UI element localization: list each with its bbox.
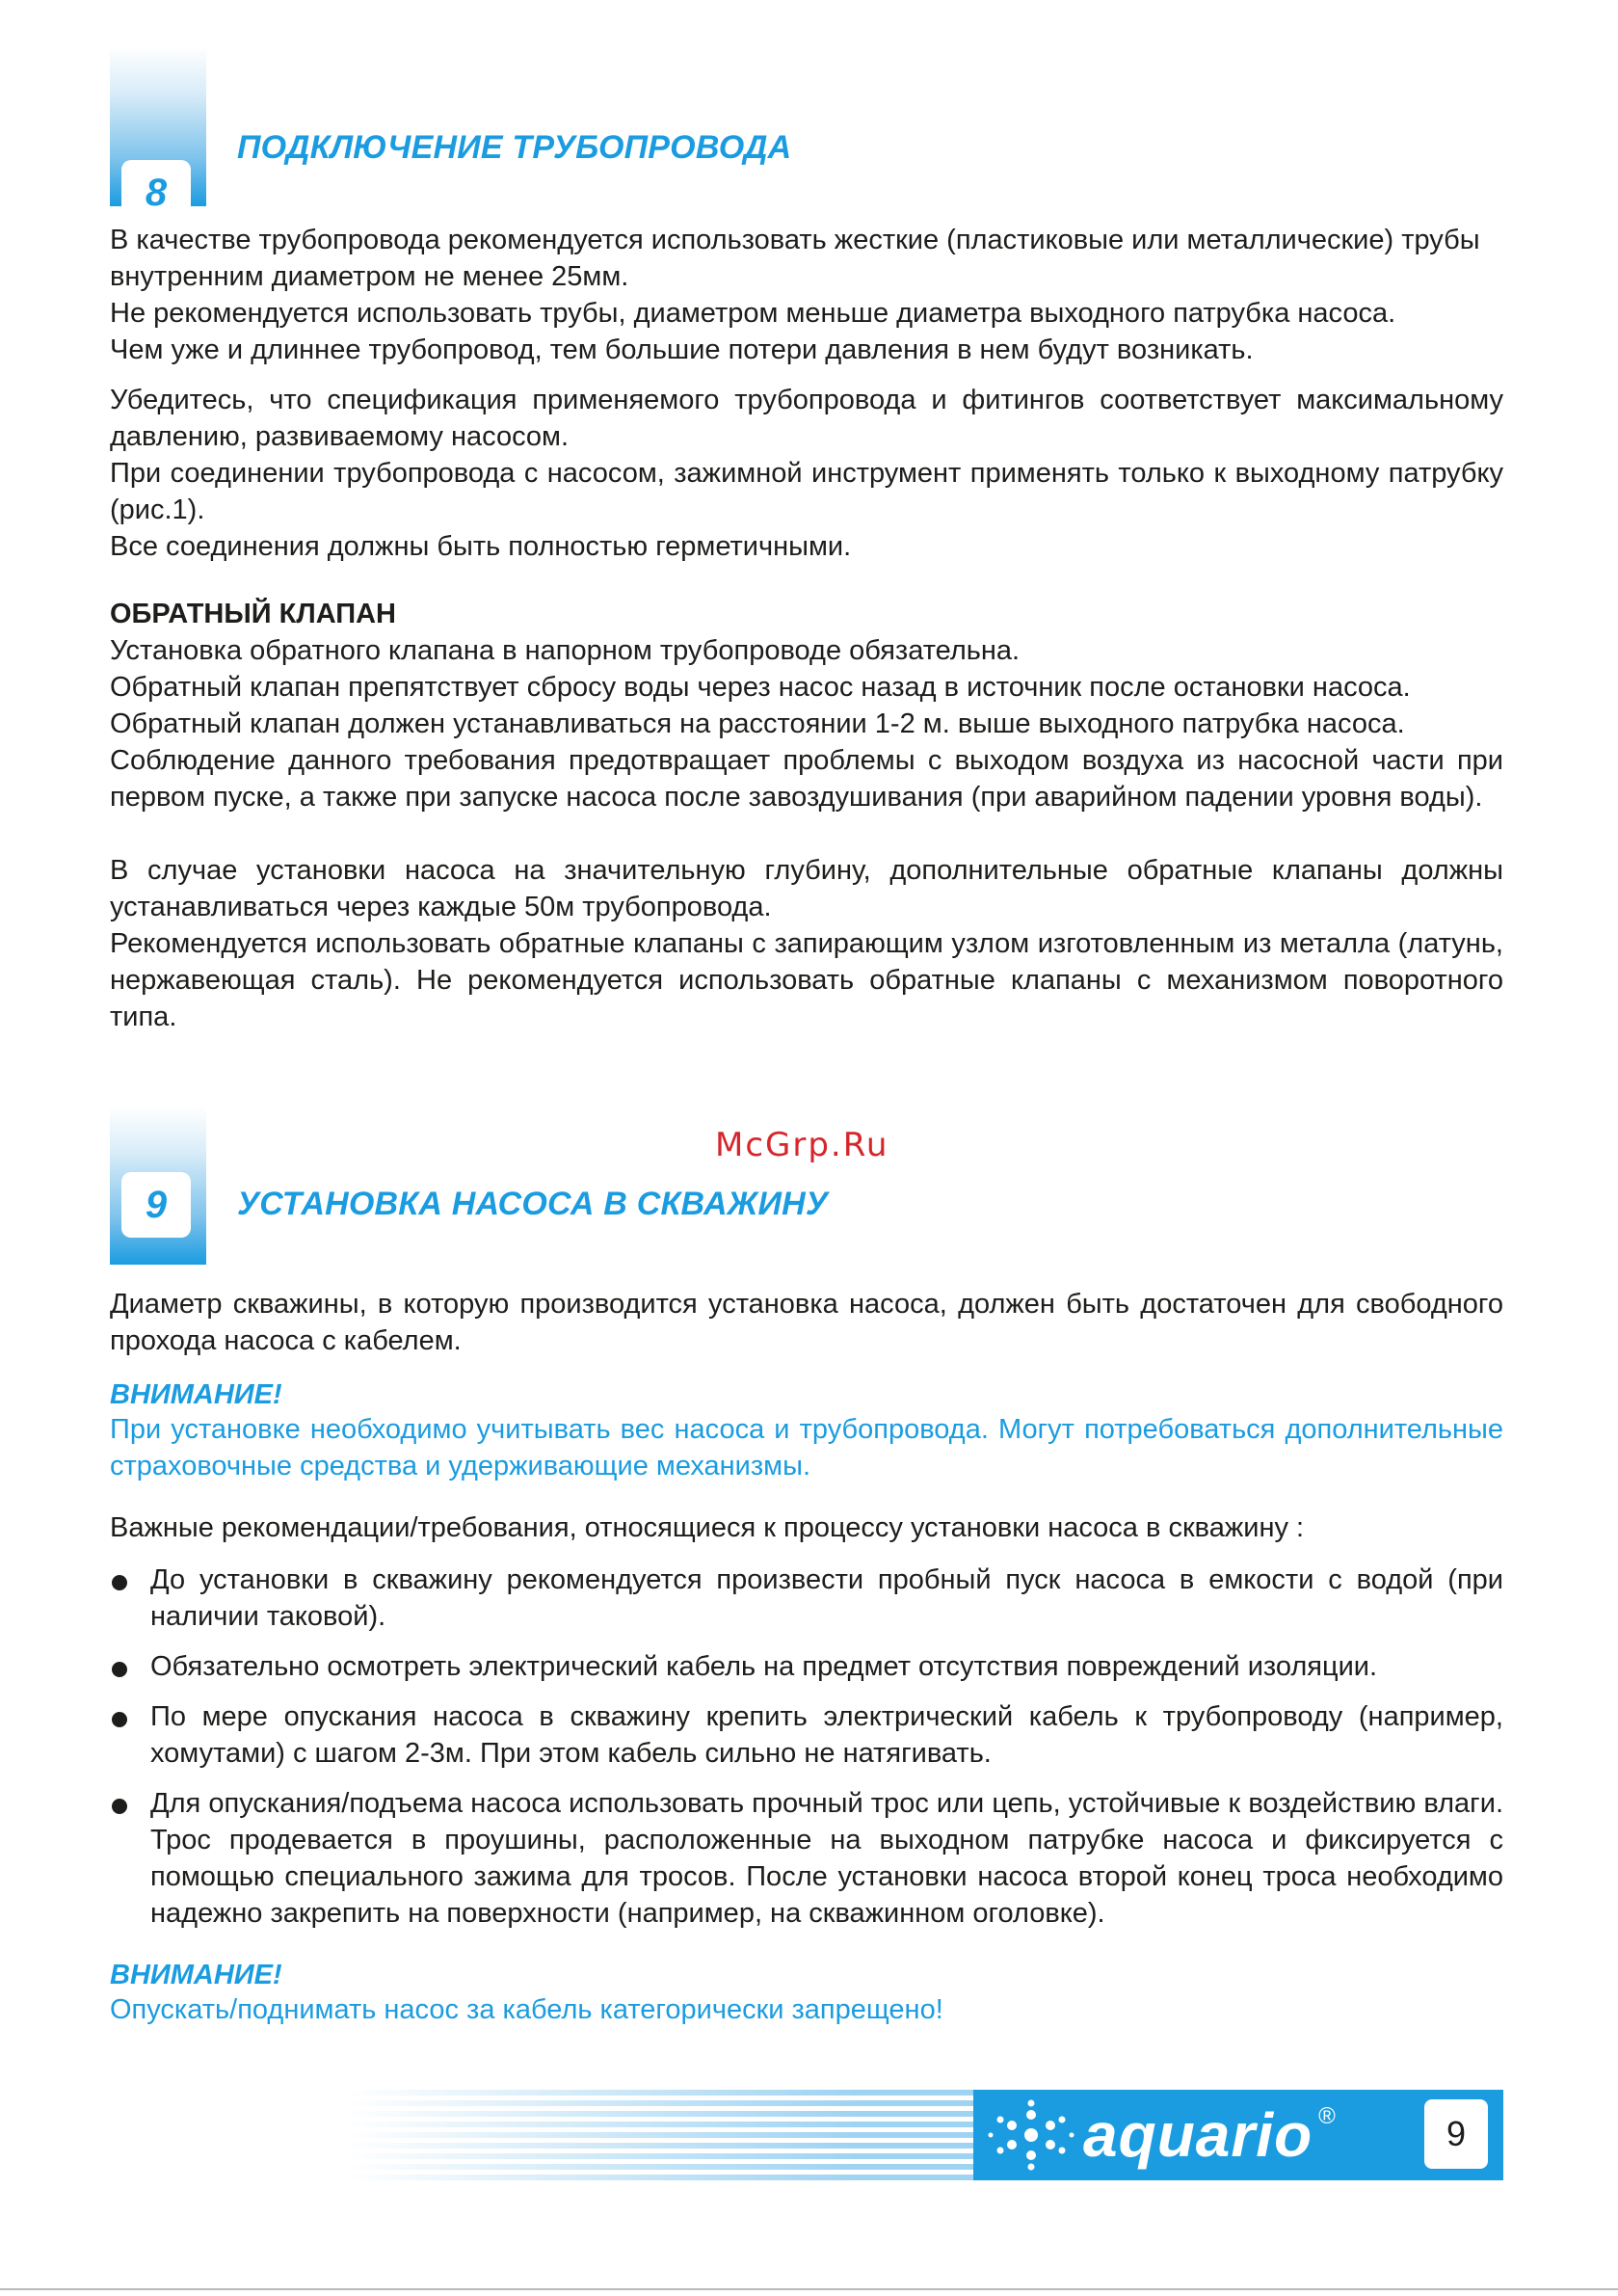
- check-valve-paragraph-1: Установка обратного клапана в напорном трубопроводе обязательна.: [110, 635, 1021, 666]
- section-8-marker: [110, 46, 206, 214]
- footer-stripes: [347, 2090, 983, 2180]
- check-valve-paragraph-5: В случае установки насоса на значительную глубину, дополнительные обратные клапаны должны устанавливаться через каждые 50м трубопровода.: [110, 855, 1503, 922]
- s8-paragraph-3: Чем уже и длиннее трубопровод, тем большие потери давления в нем будут возникать.: [110, 334, 1254, 365]
- attention-text-1: При установке необходимо учитывать вес насоса и трубопровода. Могут потребоваться дополнительные страховочные средства и удерживающие механизмы.: [110, 1414, 1503, 1482]
- list-item-text: По мере опускания насоса в скважину крепить электрический кабель к трубопроводу (например, хомутами) с шагом 2-3м. При этом кабель сильно не натягивать.: [150, 1701, 1503, 1769]
- check-valve-paragraph-4: Соблюдение данного требования предотвращает проблемы с выходом воздуха из насосной части при первом пуске, а также при запуске насоса после завоздушивания (при аварийном падении уровня воды).: [110, 745, 1503, 813]
- section-9-title: УСТАНОВКА НАСОСА В СКВАЖИНУ: [237, 1186, 829, 1222]
- check-valve-paragraph-6: Рекомендуется использовать обратные клапаны с запирающим узлом изготовленным из металла (латунь, нержавеющая сталь). Не рекомендуется использовать обратные клапаны с механизмом поворотного типа.: [110, 928, 1503, 1032]
- list-item: [110, 1698, 1503, 1772]
- check-valve-paragraph-3: Обратный клапан должен устанавливаться на расстоянии 1-2 м. выше выходного патрубка насоса.: [110, 708, 1405, 739]
- list-item-text: До установки в скважину рекомендуется произвести пробный пуск насоса в емкости с водой (при наличии таковой).: [150, 1564, 1503, 1632]
- snowflake-icon: [987, 2097, 1075, 2173]
- requirements-intro: Важные рекомендации/требования, относящиеся к процессу установки насоса в скважину :: [110, 1512, 1305, 1543]
- section-9-number: 9: [121, 1172, 191, 1238]
- watermark-text: McGrp.Ru: [715, 1126, 889, 1164]
- section-8-number: 8: [121, 160, 191, 226]
- registered-mark: ®: [1318, 2103, 1336, 2129]
- brand-logo: [987, 2097, 1336, 2173]
- bullet-icon: [112, 1712, 127, 1727]
- attention-label-2: ВНИМАНИЕ!: [110, 1960, 282, 1990]
- list-item: [110, 1785, 1503, 1932]
- page-number: 9: [1424, 2099, 1488, 2169]
- s8-paragraph-6: Все соединения должны быть полностью герметичными.: [110, 531, 852, 562]
- bullet-icon: [112, 1575, 127, 1590]
- list-item-text: Для опускания/подъема насоса использовать прочный трос или цепь, устойчивые к воздействию влаги. Трос продевается в проушины, расположенные на выходном патрубке насоса и фиксируется с помощью специального зажима для тросов. После установки насоса второй конец троса необходимо надежно закрепить на поверхности (например, на скважинном оголовке).: [150, 1788, 1503, 1929]
- section-9-marker: [110, 1107, 206, 1265]
- attention-label-1: ВНИМАНИЕ!: [110, 1379, 282, 1410]
- list-item: [110, 1562, 1503, 1635]
- attention-text-2: Опускать/поднимать насос за кабель категорически запрещено!: [110, 1994, 943, 2025]
- s9-paragraph-1: Диаметр скважины, в которую производится установка насоса, должен быть достаточен для свободного прохода насоса с кабелем.: [110, 1289, 1503, 1356]
- bottom-divider: [0, 2288, 1618, 2290]
- check-valve-paragraph-2: Обратный клапан препятствует сбросу воды через насос назад в источник после остановки насоса.: [110, 672, 1411, 703]
- list-item-text: Обязательно осмотреть электрический кабель на предмет отсутствия повреждений изоляции.: [150, 1651, 1378, 1682]
- s8-paragraph-4: Убедитесь, что спецификация применяемого трубопровода и фитингов соответствует максимальному давлению, развиваемому насосом.: [110, 385, 1503, 452]
- s8-paragraph-2: Не рекомендуется использовать трубы, диаметром меньше диаметра выходного патрубка насоса.: [110, 298, 1396, 329]
- list-item: [110, 1648, 1503, 1685]
- section-8-title: ПОДКЛЮЧЕНИЕ ТРУБОПРОВОДА: [237, 129, 792, 166]
- check-valve-heading: ОБРАТНЫЙ КЛАПАН: [110, 599, 396, 629]
- s8-paragraph-1: В качестве трубопровода рекомендуется использовать жесткие (пластиковые или металлические) трубы внутренним диаметром не менее 25мм.: [110, 225, 1480, 292]
- bullet-icon: [112, 1799, 127, 1814]
- s8-paragraph-5: При соединении трубопровода с насосом, зажимной инструмент применять только к выходному патрубку (рис.1).: [110, 458, 1503, 525]
- bullet-icon: [112, 1662, 127, 1677]
- brand-name: aquario: [1083, 2100, 1313, 2170]
